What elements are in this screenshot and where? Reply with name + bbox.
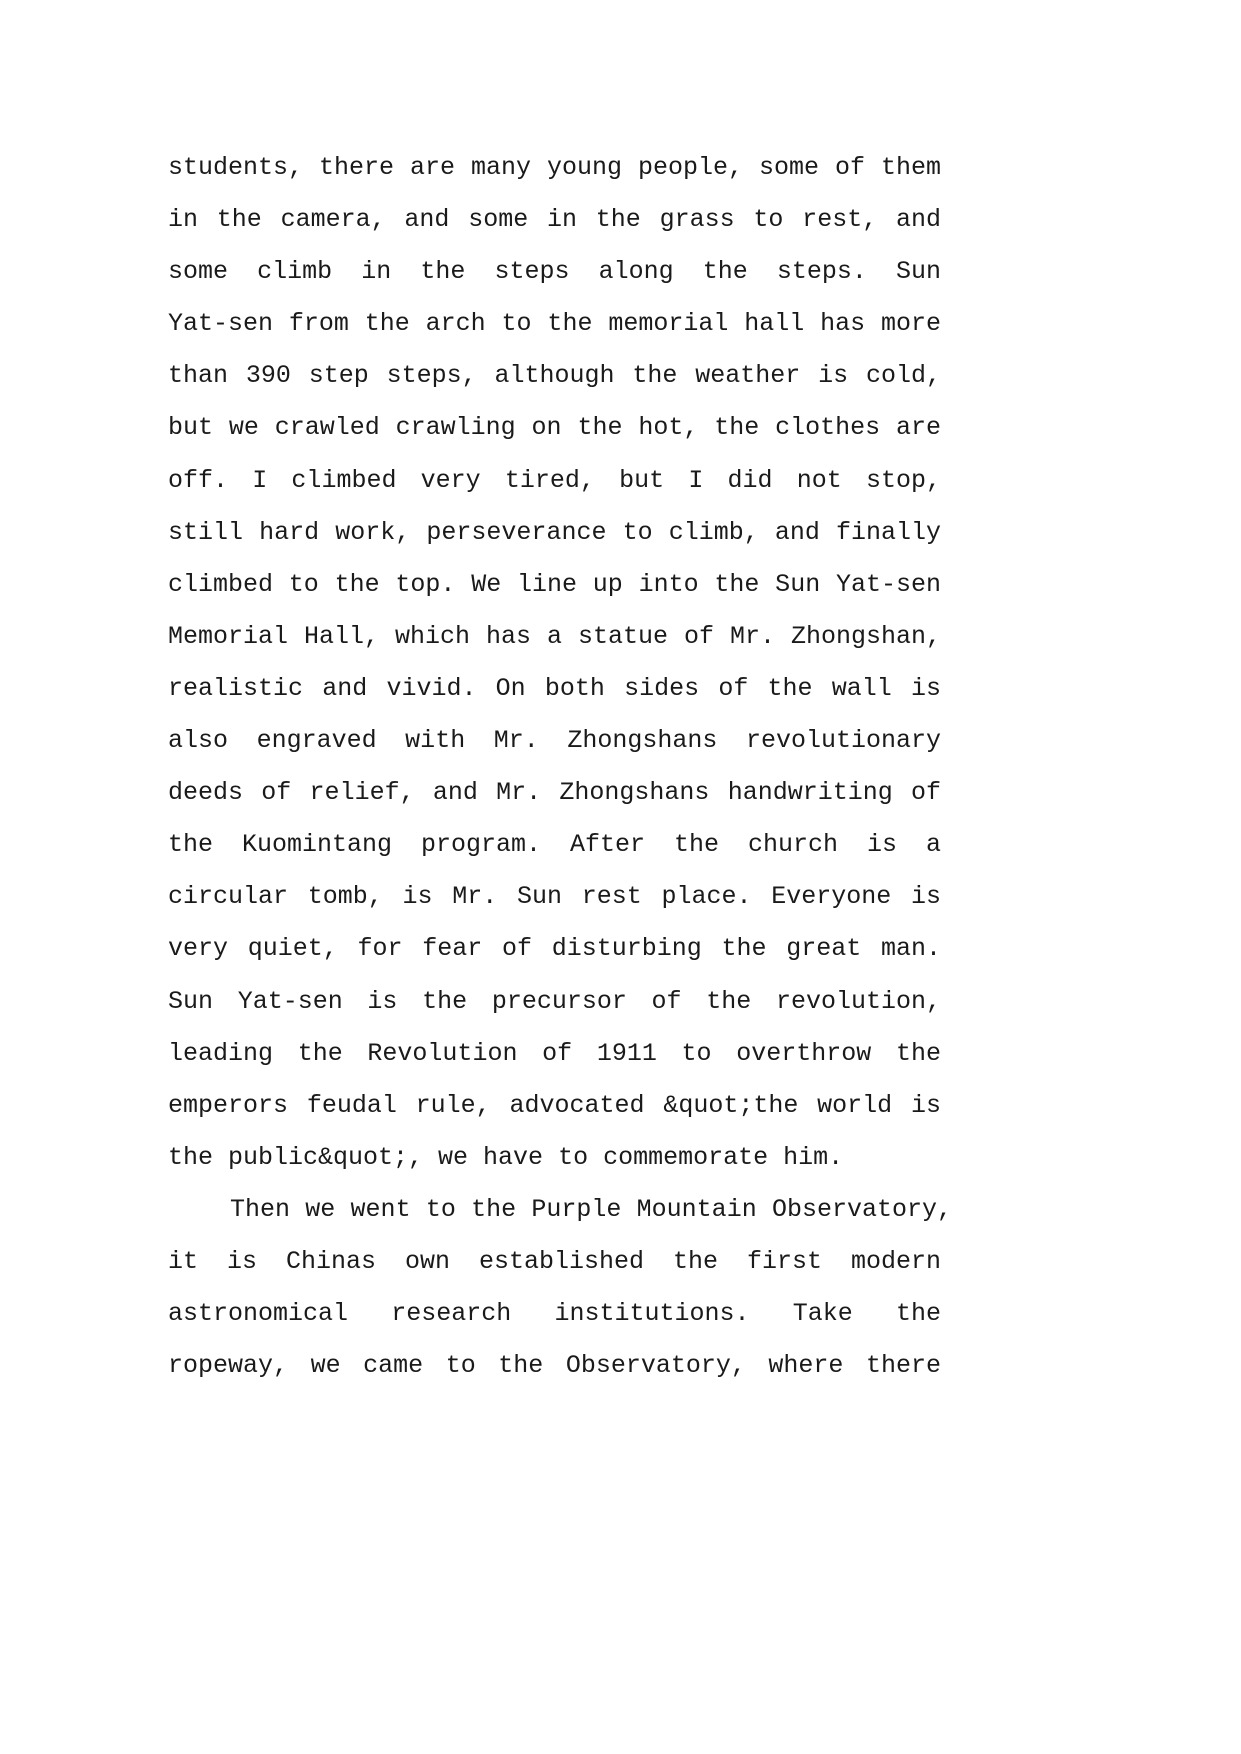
text-line: it is Chinas own established the first modern [168,1246,941,1276]
text-line: Memorial Hall, which has a statue of Mr. Zhongshan, [168,621,941,651]
paragraph-1 [168,148,941,1190]
text-line: in the camera, and some in the grass to rest, and [168,205,941,235]
text-line: the Kuomintang program. After the church is a [168,830,941,860]
text-line: ropeway, we came to the Observatory, where there [168,1351,941,1381]
text-line: Then we went to the Purple Mountain Observatory, [230,1194,952,1224]
text-line: than 390 step steps, although the weather is cold, [168,361,941,391]
text-line: deeds of relief, and Mr. Zhongshans handwriting of [168,778,941,808]
text-line: climbed to the top. We line up into the Sun Yat-sen [168,569,941,599]
document-body [168,148,952,1398]
text-line: realistic and vivid. On both sides of the wall is [168,673,941,703]
text-line: still hard work, perseverance to climb, and finally [168,517,941,547]
text-line: some climb in the steps along the steps. Sun [168,257,941,287]
text-line: students, there are many young people, some of them [168,153,941,182]
text-line: circular tomb, is Mr. Sun rest place. Everyone is [168,882,941,912]
text-line: very quiet, for fear of disturbing the great man. [168,934,941,964]
text-line: leading the Revolution of 1911 to overthrow the [168,1038,941,1068]
text-line: also engraved with Mr. Zhongshans revolutionary [168,726,941,756]
text-line: emperors feudal rule, advocated &quot;the world is [168,1090,941,1120]
text-line: Sun Yat-sen is the precursor of the revolution, [168,986,941,1016]
paragraph-2 [168,1190,952,1398]
text-line: astronomical research institutions. Take the [168,1299,941,1329]
text-line: Yat-sen from the arch to the memorial hall has more [168,309,941,339]
text-line: but we crawled crawling on the hot, the clothes are [168,413,941,443]
text-line: off. I climbed very tired, but I did not stop, [168,465,941,495]
text-line: the public&quot;, we have to commemorate him. [168,1142,844,1172]
